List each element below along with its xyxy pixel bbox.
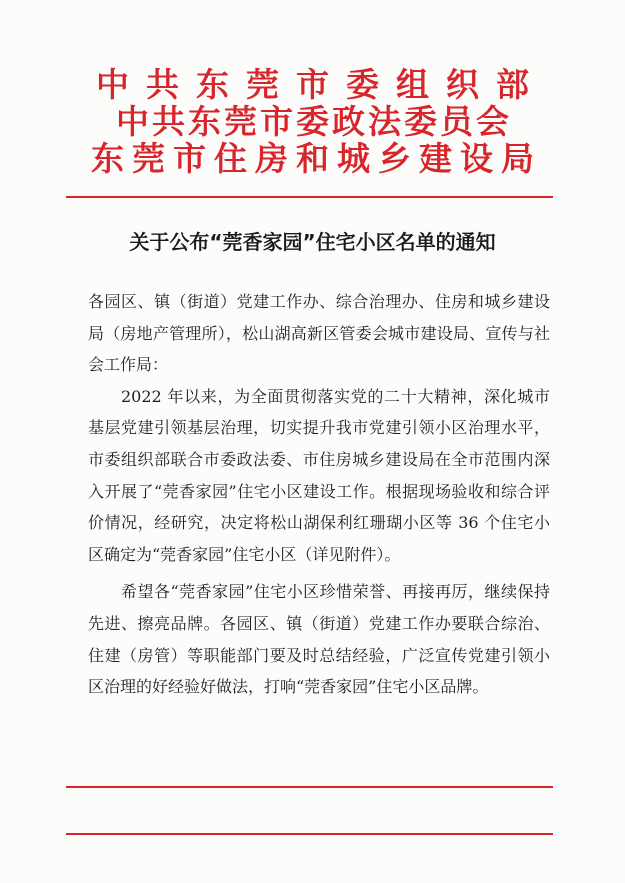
footer-red-rule-upper [66,786,553,788]
issuer-organization-department: 中共东莞市委组织部 [96,65,546,104]
salutation-paragraph: 各园区、镇（街道）党建工作办、综合治理办、住房和城乡建设局（房地产管理所），松山湖高新区管委会城市建设局、宣传与社会工作局： [88,292,550,375]
body-paragraph-1: 2022 年以来，为全面贯彻落实党的二十大精神，深化城市基层党建引领基层治理，切实提升我市党建引领小区治理水平，市委组织部联合市委政法委、市住房城乡建设局在全市范围内深入开展了“莞香家园”住宅小区建设工作。根据现场验收和综合评价情况，经研究，决定将松山湖保利红珊瑚小区等 36 个住宅小区确定为“莞香家园”住宅小区（详见附件）。 [88,386,550,564]
issuing-agencies-header [0,66,625,177]
document-body [88,286,550,703]
body-paragraph-2: 希望各“莞香家园”住宅小区珍惜荣誉、再接再厉，继续保持先进、擦亮品牌。各园区、镇（街道）党建工作办要联合综治、住建（房管）等职能部门要及时总结经验，广泛宣传党建引领小区治理的好经验好做法，打响“莞香家园”住宅小区品牌。 [88,582,550,697]
document-title: 关于公布“莞香家园”住宅小区名单的通知 [129,230,496,254]
issuer-housing-bureau: 东莞市住房和城乡建设局 [91,139,542,178]
issuer-political-legal-committee: 中共东莞市委政法委员会 [116,102,512,141]
footer-red-rule-lower [66,833,553,835]
header-red-rule [66,196,553,198]
